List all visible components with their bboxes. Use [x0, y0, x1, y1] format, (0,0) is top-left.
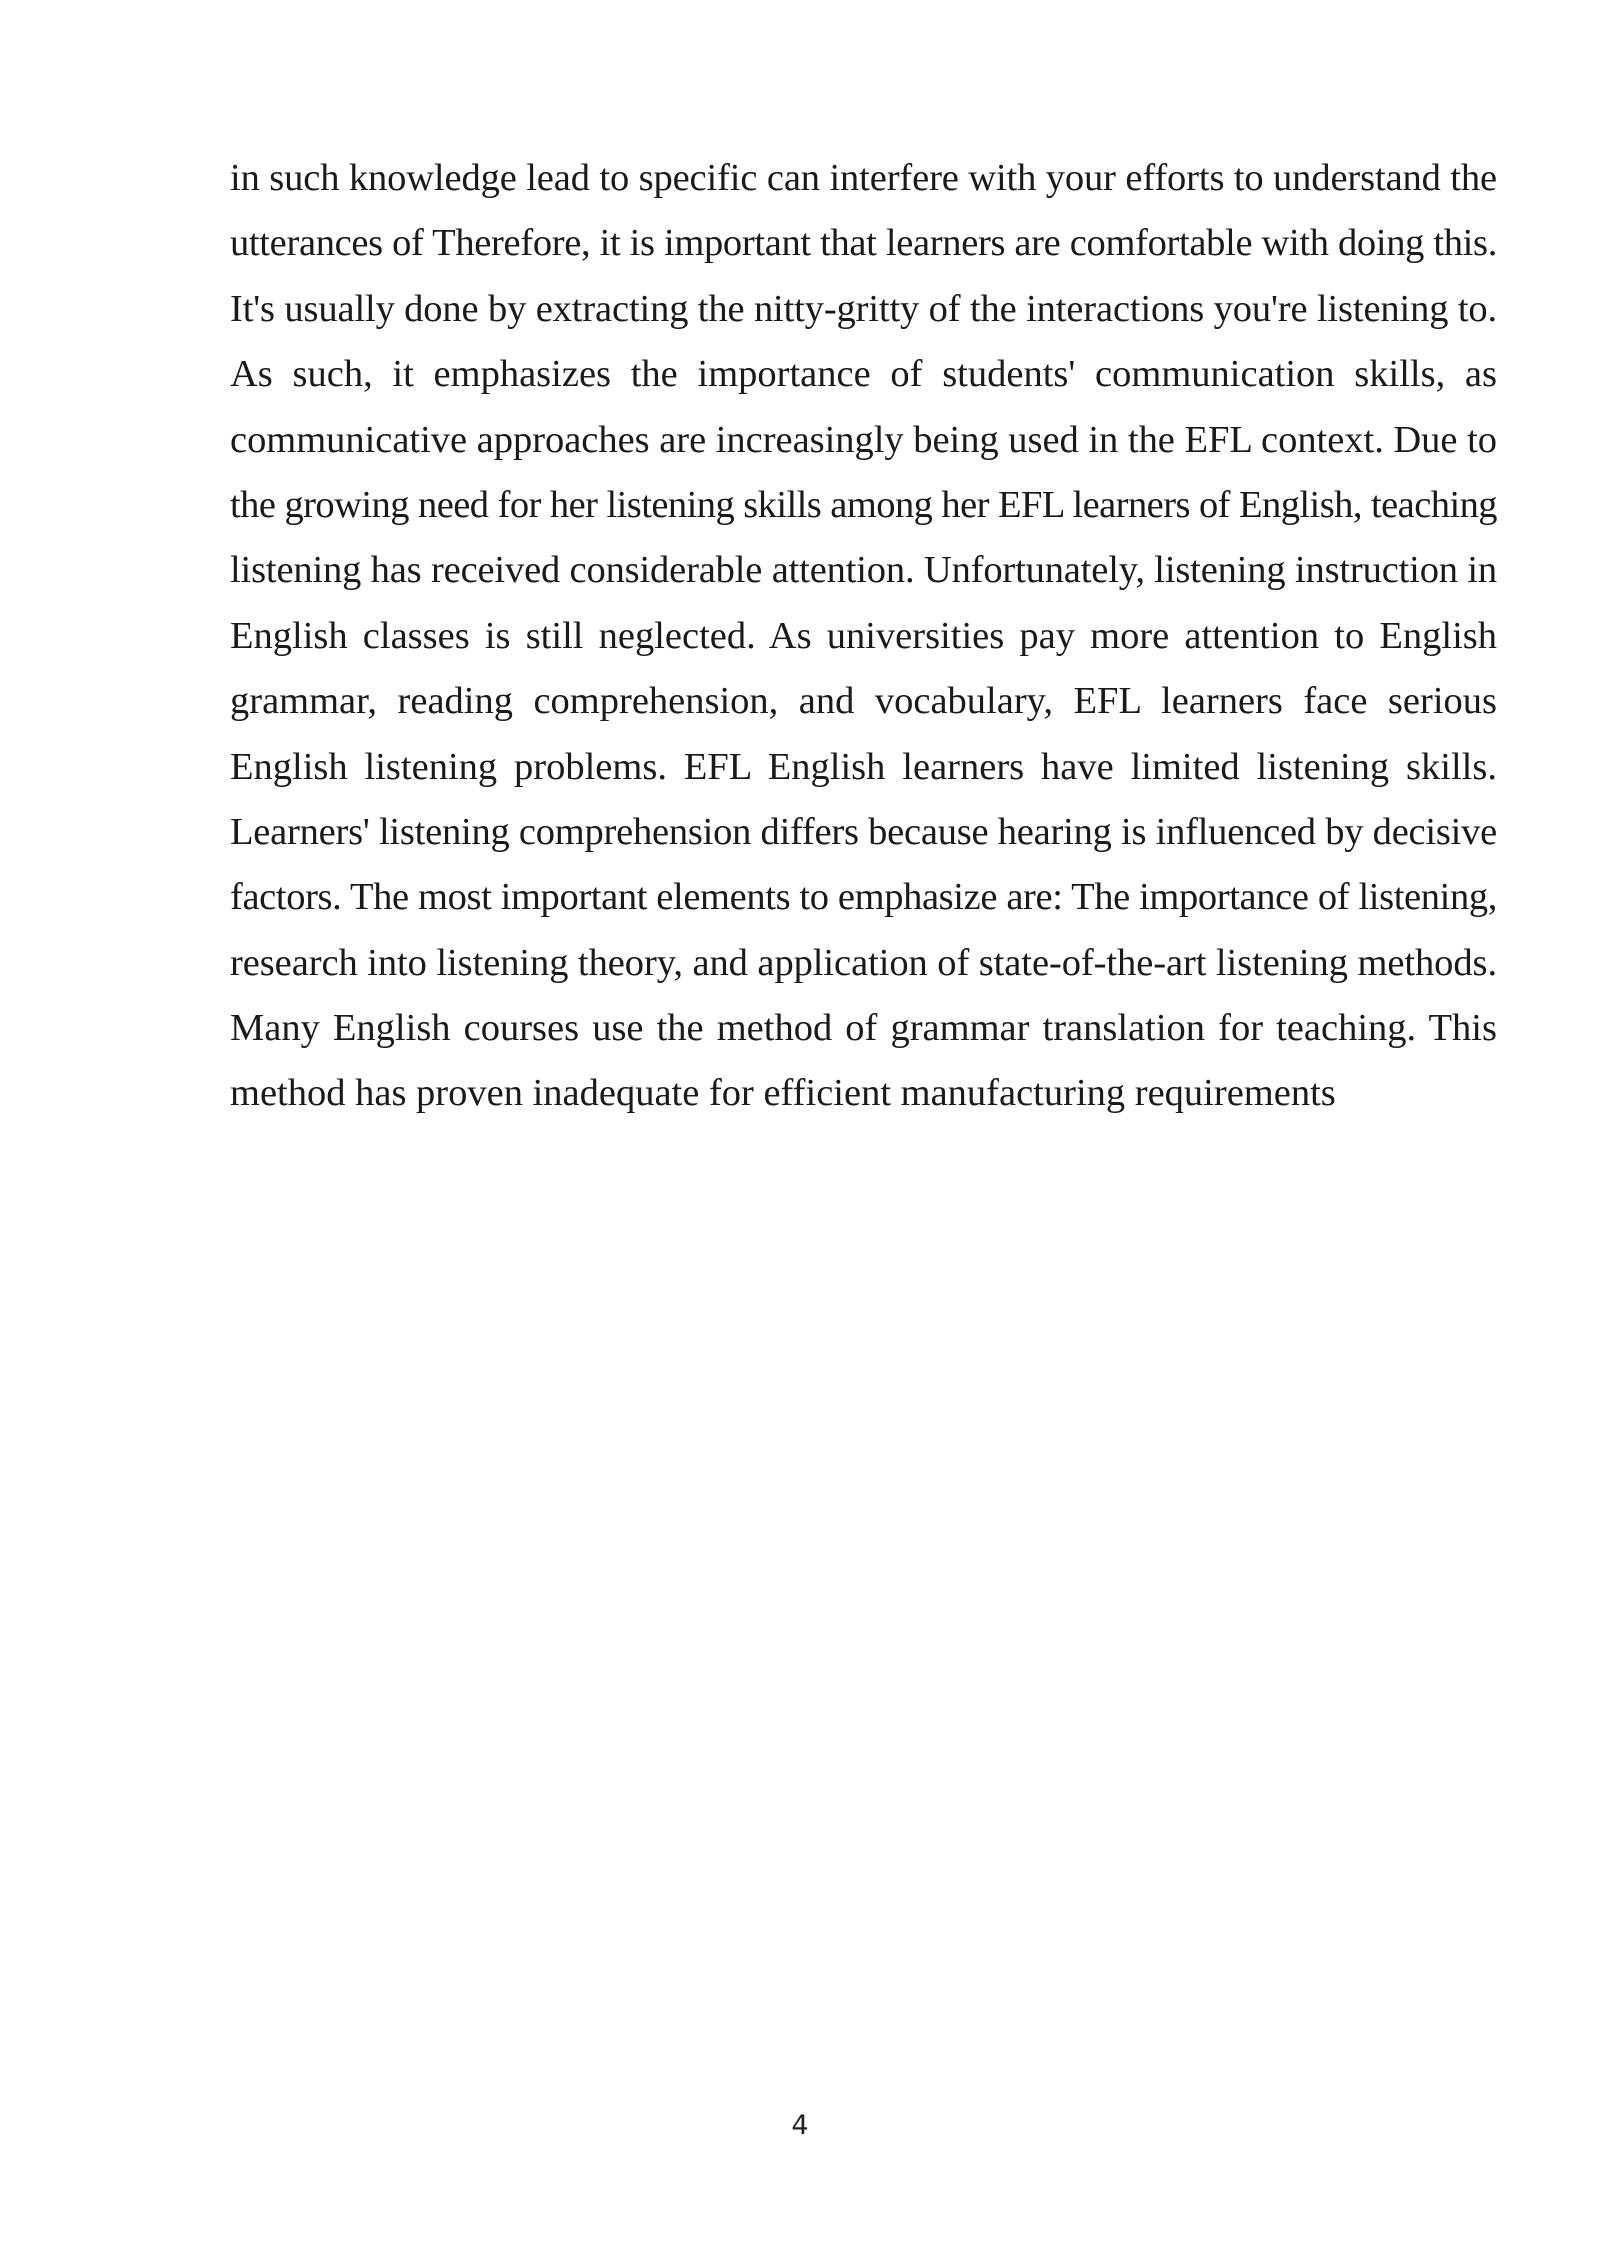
paragraph-line: grammar, reading comprehension, and vocabulary, EFL learners face serious — [230, 680, 1497, 723]
paragraph-line: in such knowledge lead to specific can interfere with your efforts to understand the — [230, 157, 1497, 199]
paragraph-line: factors. The most important elements to emphasize are: The importance of listening, — [230, 876, 1497, 919]
paragraph-line: Many English courses use the method of grammar translation for teaching. This — [230, 1007, 1497, 1050]
paragraph-line: method has proven inadequate for efficient manufacturing requirements — [230, 1072, 1336, 1115]
paragraph-line: Learners' listening comprehension differs because hearing is influenced by decisive — [230, 810, 1497, 853]
paragraph-line: research into listening theory, and application of state-of-the-art listening methods. — [230, 941, 1497, 984]
paragraph-line: utterances of Therefore, it is important that learners are comfortable with doing this. — [230, 222, 1497, 265]
paragraph-line: English listening problems. EFL English learners have limited listening skills. — [230, 745, 1497, 788]
paragraph-line: English classes is still neglected. As universities pay more attention to English — [230, 614, 1497, 657]
body-paragraph — [230, 146, 1497, 1127]
paragraph-line: communicative approaches are increasingly being used in the EFL context. Due to — [230, 418, 1497, 461]
paragraph-line: listening has received considerable attention. Unfortunately, listening instruction in — [230, 549, 1497, 592]
page-number: 4 — [791, 2110, 809, 2141]
paragraph-line: the growing need for her listening skills among her EFL learners of English, teaching — [230, 483, 1497, 526]
paragraph-line: As such, it emphasizes the importance of students' communication skills, as — [230, 353, 1497, 396]
paragraph-line: It's usually done by extracting the nitty-gritty of the interactions you're listening to. — [230, 287, 1497, 330]
